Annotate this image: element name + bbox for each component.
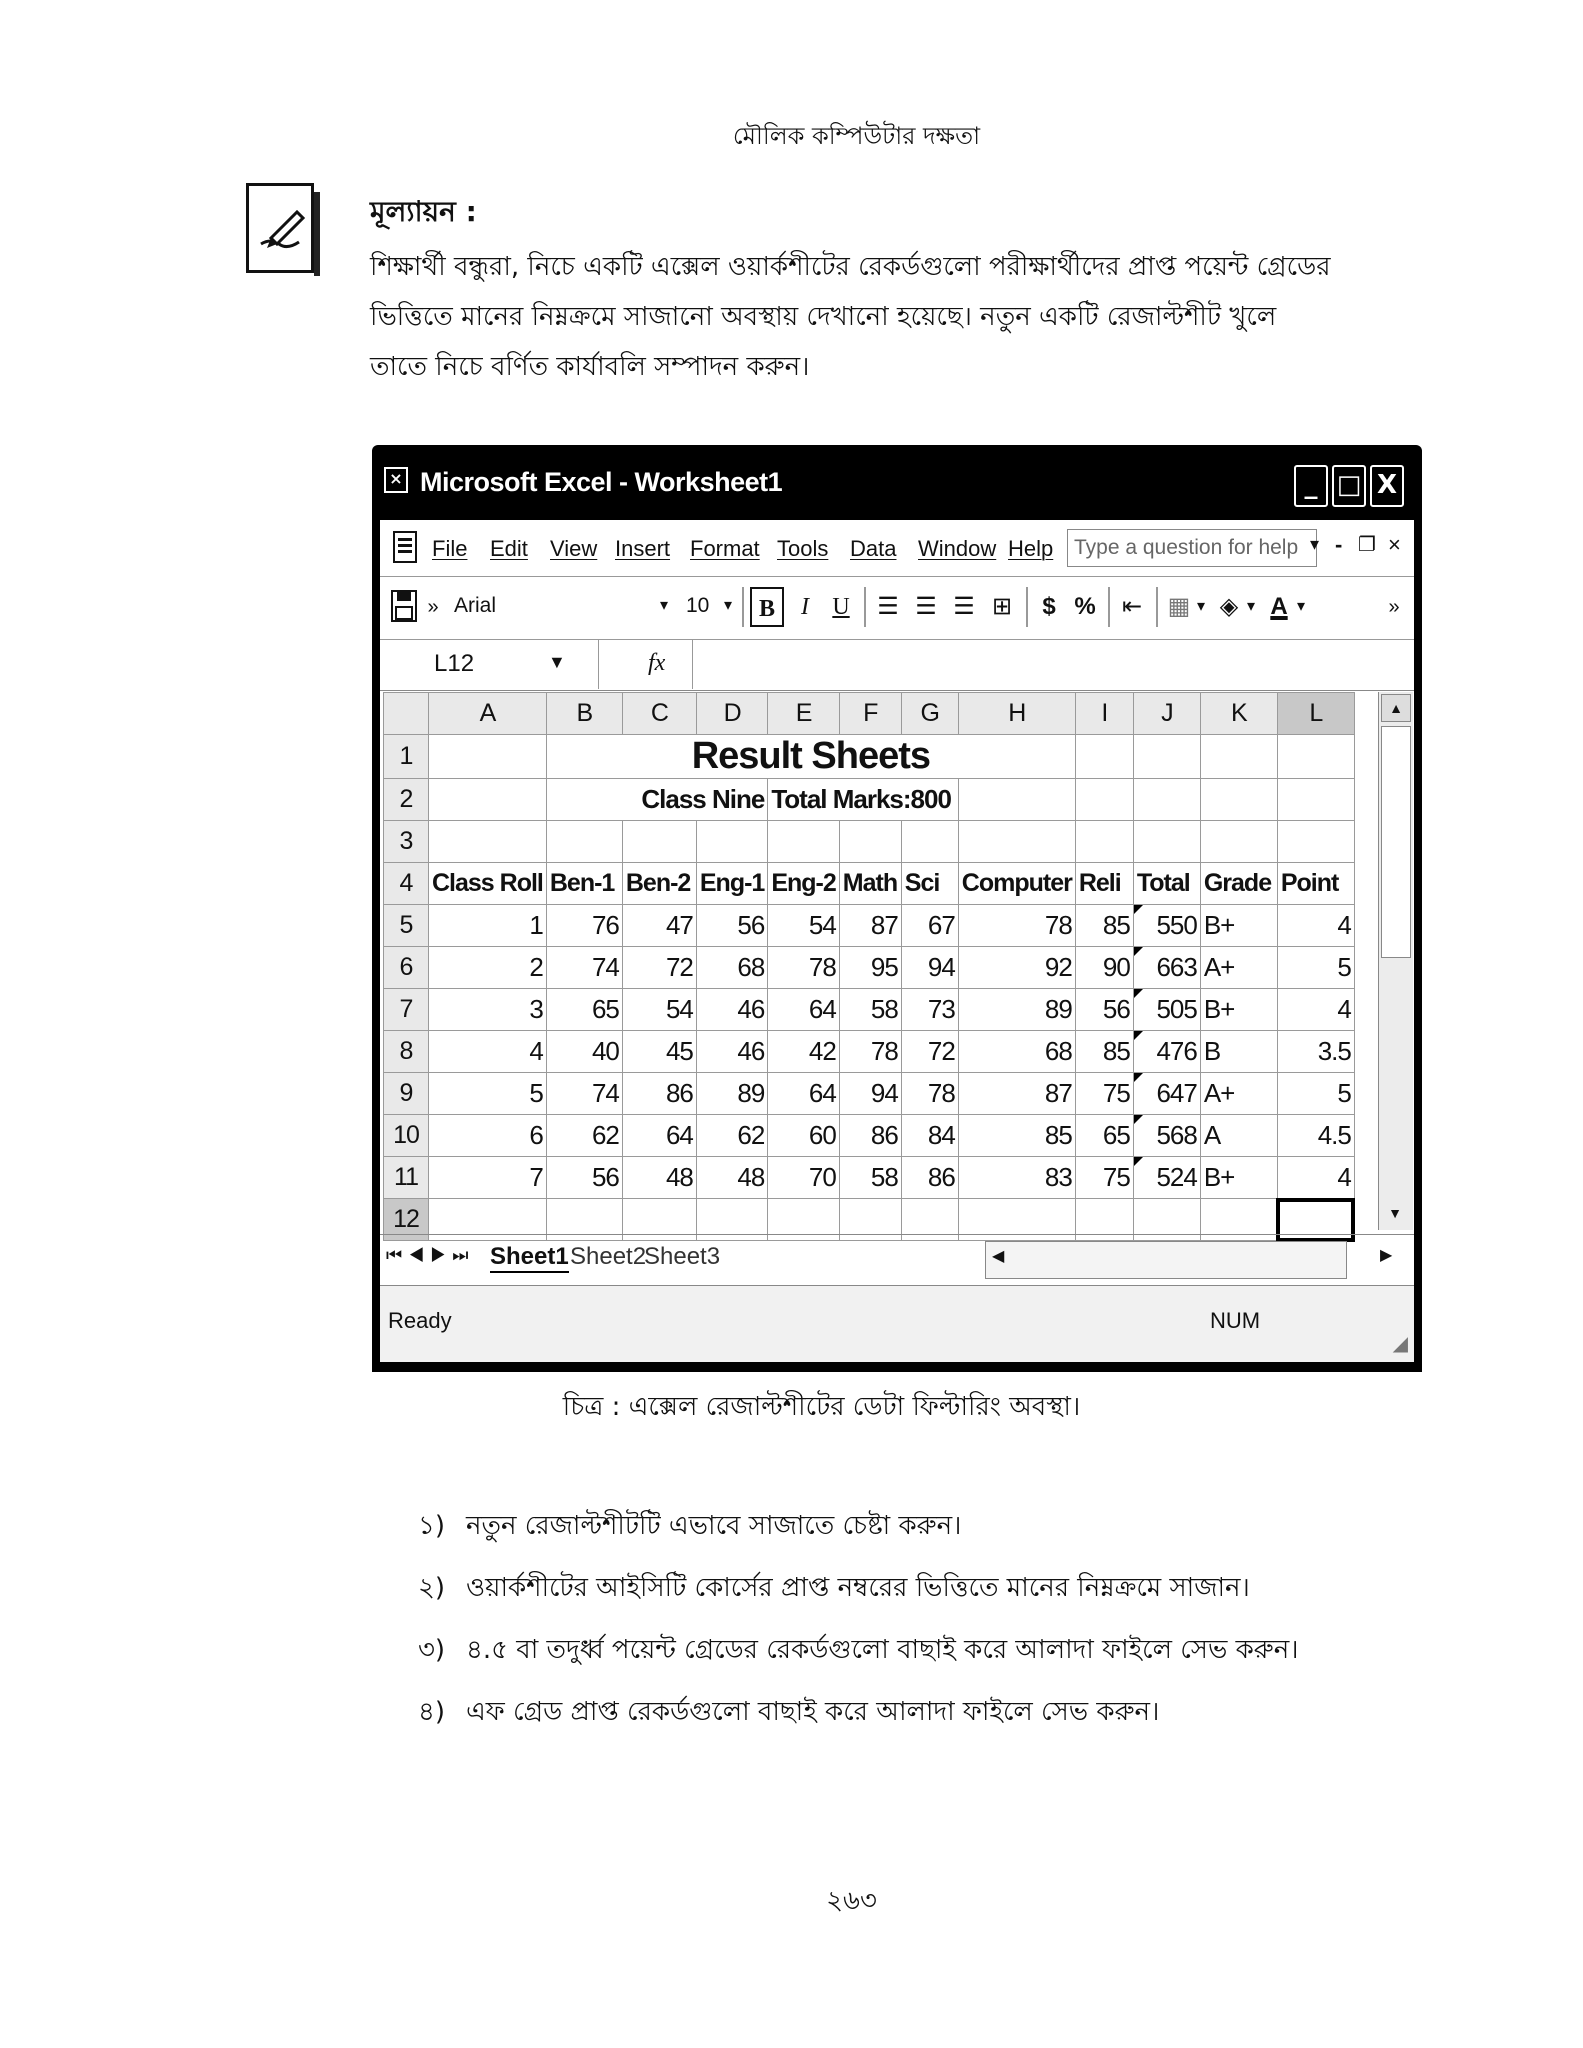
worksheet-grid	[383, 692, 1355, 1241]
page-number: ২৬৩	[826, 1886, 877, 1916]
cell[interactable]: 42	[768, 1031, 839, 1073]
cell[interactable]	[696, 821, 767, 863]
cell[interactable]	[1200, 821, 1277, 863]
tab-scroll-icons[interactable]: ⏮◀▶⏭	[386, 1245, 475, 1265]
cell[interactable]: 58	[839, 989, 901, 1031]
cell[interactable]: 95	[839, 947, 901, 989]
align-right-icon[interactable]: ☰	[953, 593, 975, 620]
cell[interactable]	[768, 821, 839, 863]
cell[interactable]: 56	[1075, 989, 1133, 1031]
cell[interactable]: 476	[1133, 1031, 1200, 1073]
menu-window[interactable]: Window	[918, 536, 997, 561]
fill-dropdown-icon[interactable]: ▾	[1246, 598, 1256, 615]
cell[interactable]: 5	[1277, 1073, 1354, 1115]
intro-line: তাতে নিচে বর্ণিত কার্যাবলি সম্পাদন করুন।	[370, 352, 810, 382]
cell[interactable]: 3.5	[1277, 1031, 1354, 1073]
row-header[interactable]: 4	[384, 863, 429, 905]
task-text: নতুন রেজাল্টশীটটি এভাবে সাজাতে চেষ্টা করুন।	[466, 1511, 962, 1541]
table-row	[384, 1073, 1355, 1115]
cell[interactable]	[1200, 735, 1277, 779]
cell[interactable]: 75	[1075, 1073, 1133, 1115]
row-header[interactable]: 11	[384, 1157, 429, 1199]
horizontal-scrollbar[interactable]	[985, 1241, 1347, 1279]
cell[interactable]: 4.5	[1277, 1115, 1354, 1157]
cell[interactable]	[429, 735, 547, 779]
header-cell[interactable]: Eng-2	[768, 863, 839, 905]
select-all-corner[interactable]	[384, 693, 429, 735]
row-header[interactable]: 6	[384, 947, 429, 989]
running-header: মৌলিক কম্পিউটার দক্ষতা	[732, 122, 981, 150]
column-header[interactable]: G	[901, 693, 958, 735]
cell[interactable]: 56	[696, 905, 767, 947]
underline-button[interactable]: U	[832, 594, 850, 620]
toolbar-separator	[864, 587, 866, 627]
class-label-cell[interactable]: Class Nine	[546, 779, 767, 821]
fill-color-icon[interactable]: ◈	[1219, 593, 1239, 620]
cell[interactable]: 4	[1277, 1157, 1354, 1199]
evaluation-intro	[370, 242, 1390, 392]
intro-line: শিক্ষার্থী বন্ধুরা, নিচে একটি এক্সেল ওয়ার্কশীটের রেকর্ডগুলো পরীক্ষার্থীদের প্রাপ্ত পয়েন্ট গ্রেডের	[370, 252, 1331, 282]
excel-icon: ×	[384, 467, 408, 493]
cell[interactable]	[429, 779, 547, 821]
cell[interactable]: 48	[622, 1157, 696, 1199]
task-number: ৩)	[418, 1635, 446, 1665]
cell[interactable]: A+	[1200, 947, 1277, 989]
figure-caption: চিত্র : এক্সেল রেজাল্টশীটের ডেটা ফিল্টারিং অবস্থা।	[562, 1392, 1081, 1422]
table-row	[384, 989, 1355, 1031]
vertical-scrollbar[interactable]	[1378, 692, 1413, 1230]
cell[interactable]: A+	[1200, 1073, 1277, 1115]
formula-bar	[380, 640, 1414, 691]
header-cell[interactable]: Grade	[1200, 863, 1277, 905]
cell[interactable]: B+	[1200, 989, 1277, 1031]
menu-help[interactable]: Help	[1008, 536, 1054, 561]
header-cell[interactable]: Ben-2	[622, 863, 696, 905]
cell[interactable]	[901, 821, 958, 863]
table-row	[384, 1115, 1355, 1157]
cell[interactable]: 75	[1075, 1157, 1133, 1199]
column-header-selected[interactable]: L	[1277, 693, 1354, 735]
task-number: ৪)	[418, 1697, 446, 1727]
formatting-toolbar	[380, 577, 1414, 640]
header-cell[interactable]: Computer	[958, 863, 1075, 905]
align-center-icon[interactable]: ☰	[915, 593, 937, 620]
cell[interactable]	[1075, 735, 1133, 779]
font-color-dropdown-icon[interactable]: ▾	[1296, 598, 1306, 615]
currency-button[interactable]: $	[1042, 593, 1056, 620]
header-cell[interactable]: Sci	[901, 863, 958, 905]
table-row	[384, 947, 1355, 989]
cell[interactable]: 48	[696, 1157, 767, 1199]
name-box-value: L12	[434, 650, 475, 677]
cell[interactable]: 64	[768, 989, 839, 1031]
help-dropdown-icon[interactable]: ▾	[1310, 534, 1320, 554]
cell[interactable]: 60	[768, 1115, 839, 1157]
column-header[interactable]: J	[1133, 693, 1200, 735]
cell[interactable]	[1277, 735, 1354, 779]
cell[interactable]: 74	[546, 1073, 622, 1115]
scroll-up-icon[interactable]: ▲	[1381, 694, 1411, 722]
total-marks-cell[interactable]: Total Marks:800	[768, 779, 958, 821]
row-header[interactable]: 1	[384, 735, 429, 779]
cell[interactable]: 54	[622, 989, 696, 1031]
menu-view[interactable]: View	[550, 536, 598, 561]
evaluation-title: মূল্যায়ন :	[370, 195, 477, 228]
column-header[interactable]: K	[1200, 693, 1277, 735]
align-left-icon[interactable]: ☰	[877, 593, 899, 620]
scroll-right-icon[interactable]: ▶	[1380, 1247, 1393, 1264]
header-cell[interactable]: Reli	[1075, 863, 1133, 905]
column-header[interactable]: E	[768, 693, 839, 735]
scroll-down-icon[interactable]: ▼	[1388, 1205, 1402, 1221]
row-header[interactable]: 2	[384, 779, 429, 821]
insert-function-button[interactable]: fx	[648, 650, 666, 676]
toolbar-separator	[1108, 587, 1110, 627]
font-size-combo[interactable]	[680, 588, 736, 626]
cell[interactable]	[622, 821, 696, 863]
menu-insert[interactable]: Insert	[615, 536, 671, 561]
doc-restore-icon[interactable]: ❐	[1358, 534, 1376, 556]
status-bar	[380, 1286, 1414, 1362]
cell[interactable]: 78	[901, 1073, 958, 1115]
cell[interactable]	[546, 821, 622, 863]
menu-format[interactable]: Format	[690, 536, 760, 561]
list-item	[418, 1619, 1299, 1681]
cell[interactable]: 62	[696, 1115, 767, 1157]
table-row	[384, 905, 1355, 947]
column-header[interactable]: A	[429, 693, 547, 735]
close-button[interactable]: X	[1370, 465, 1404, 507]
list-item	[418, 1495, 1299, 1557]
cell[interactable]: 663	[1133, 947, 1200, 989]
font-name-value: Arial	[454, 594, 497, 617]
decrease-indent-icon[interactable]: ⇤	[1121, 593, 1143, 620]
cell[interactable]: 5	[1277, 947, 1354, 989]
cell[interactable]: A	[1200, 1115, 1277, 1157]
cell[interactable]: 54	[768, 905, 839, 947]
borders-dropdown-icon[interactable]: ▾	[1196, 598, 1206, 615]
table-row	[384, 735, 1355, 779]
cell[interactable]: 74	[546, 947, 622, 989]
cell[interactable]: 4	[1277, 905, 1354, 947]
cell[interactable]	[1075, 779, 1133, 821]
cell[interactable]: 72	[901, 1031, 958, 1073]
name-box[interactable]	[380, 640, 599, 689]
column-header[interactable]: F	[839, 693, 901, 735]
merge-center-icon[interactable]: ⊞	[991, 593, 1013, 620]
row-header[interactable]: 9	[384, 1073, 429, 1115]
cell[interactable]: 64	[768, 1073, 839, 1115]
header-cell[interactable]: Total	[1133, 863, 1200, 905]
header-cell[interactable]: Class Roll	[429, 863, 547, 905]
task-text: ৪.৫ বা তদুর্ধ্ব পয়েন্ট গ্রেডের রেকর্ডগুলো বাছাই করে আলাদা ফাইলে সেভ করুন।	[466, 1635, 1299, 1665]
table-row	[384, 1157, 1355, 1199]
cell[interactable]: 86	[901, 1157, 958, 1199]
cell[interactable]	[958, 821, 1075, 863]
cell[interactable]	[1277, 779, 1354, 821]
cell[interactable]	[1200, 779, 1277, 821]
cell[interactable]: B	[1200, 1031, 1277, 1073]
tab-sheet3[interactable]: Sheet3	[644, 1243, 721, 1270]
task-text: এফ গ্রেড প্রাপ্ত রেকর্ডগুলো বাছাই করে আলাদা ফাইলে সেভ করুন।	[466, 1697, 1160, 1727]
cell[interactable]: 58	[839, 1157, 901, 1199]
cell[interactable]: 90	[1075, 947, 1133, 989]
cell[interactable]: 72	[622, 947, 696, 989]
italic-button[interactable]: I	[801, 594, 809, 620]
cell[interactable]: 78	[768, 947, 839, 989]
cell[interactable]: 46	[696, 989, 767, 1031]
task-number: ২)	[418, 1573, 446, 1603]
toolbar-options-icon[interactable]: »	[1388, 596, 1400, 618]
cell[interactable]: 68	[696, 947, 767, 989]
window-title: Microsoft Excel - Worksheet1	[420, 467, 783, 497]
menu-tools[interactable]: Tools	[777, 536, 829, 561]
header-cell[interactable]: Math	[839, 863, 901, 905]
cell[interactable]	[839, 821, 901, 863]
cell[interactable]: 83	[958, 1157, 1075, 1199]
help-search-input[interactable]: Type a question for help	[1067, 529, 1317, 567]
cell[interactable]: 4	[429, 1031, 547, 1073]
menu-data[interactable]: Data	[850, 536, 897, 561]
cell[interactable]: 86	[622, 1073, 696, 1115]
formula-input[interactable]	[692, 640, 1414, 689]
header-cell[interactable]: Ben-1	[546, 863, 622, 905]
workbook-icon[interactable]	[388, 528, 420, 568]
menu-file[interactable]: File	[432, 536, 468, 561]
scroll-thumb[interactable]	[1381, 726, 1411, 958]
cell[interactable]: 85	[1075, 905, 1133, 947]
cell[interactable]	[1075, 821, 1133, 863]
sheet-tab-bar	[380, 1234, 1414, 1286]
intro-line: ভিত্তিতে মানের নিম্নক্রমে সাজানো অবস্থায় দেখানো হয়েছে। নতুন একটি রেজাল্টশীট খুলে	[370, 302, 1277, 332]
title-bar	[372, 445, 1422, 520]
maximize-button[interactable]: □	[1332, 465, 1366, 507]
cell[interactable]: 4	[1277, 989, 1354, 1031]
header-cell[interactable]: Eng-1	[696, 863, 767, 905]
cell[interactable]	[1133, 821, 1200, 863]
task-number: ১)	[418, 1511, 446, 1541]
menu-bar	[380, 520, 1414, 577]
cell[interactable]: B+	[1200, 1157, 1277, 1199]
cell[interactable]: 550	[1133, 905, 1200, 947]
cell[interactable]: 89	[958, 989, 1075, 1031]
percent-button[interactable]: %	[1074, 593, 1096, 620]
cell[interactable]: 84	[901, 1115, 958, 1157]
name-box-dropdown-icon[interactable]: ▼	[548, 652, 566, 672]
cell[interactable]: 505	[1133, 989, 1200, 1031]
cell[interactable]: 78	[958, 905, 1075, 947]
table-row	[384, 1031, 1355, 1073]
header-cell[interactable]: Point	[1277, 863, 1354, 905]
cell[interactable]: 89	[696, 1073, 767, 1115]
column-header[interactable]: B	[546, 693, 622, 735]
cell[interactable]: 70	[768, 1157, 839, 1199]
excel-client-area	[380, 520, 1414, 1362]
scroll-left-icon[interactable]: ◀	[992, 1248, 1005, 1265]
tab-sheet2[interactable]: Sheet2	[570, 1243, 647, 1270]
resize-grip-icon[interactable]: ◢	[1392, 1333, 1408, 1355]
doc-minimize-icon[interactable]: -	[1335, 532, 1343, 557]
cell[interactable]: 6	[429, 1115, 547, 1157]
cell[interactable]: 67	[901, 905, 958, 947]
toolbar-separator	[742, 587, 744, 627]
cell[interactable]: 2	[429, 947, 547, 989]
font-size-value: 10	[686, 594, 710, 617]
size-dropdown-icon[interactable]: ▾	[723, 597, 732, 614]
cell[interactable]: 56	[546, 1157, 622, 1199]
sheet-title-cell[interactable]: Result Sheets	[546, 735, 1075, 779]
column-header[interactable]: D	[696, 693, 767, 735]
table-row	[384, 779, 1355, 821]
cell[interactable]: 62	[546, 1115, 622, 1157]
excel-window	[372, 445, 1422, 1372]
minimize-button[interactable]: _	[1294, 465, 1328, 507]
cell[interactable]: 7	[429, 1157, 547, 1199]
cell[interactable]: 85	[1075, 1031, 1133, 1073]
menu-edit[interactable]: Edit	[490, 536, 528, 561]
cell[interactable]: 78	[839, 1031, 901, 1073]
task-list	[418, 1495, 1299, 1743]
more-buttons-icon[interactable]: »	[427, 596, 439, 618]
status-ready: Ready	[388, 1308, 452, 1333]
list-item	[418, 1557, 1299, 1619]
cell[interactable]: 40	[546, 1031, 622, 1073]
column-header[interactable]: H	[958, 693, 1075, 735]
font-color-icon[interactable]: A	[1270, 593, 1288, 620]
cell[interactable]: 76	[546, 905, 622, 947]
row-header-selected[interactable]: 12	[384, 1199, 429, 1241]
row-header[interactable]: 10	[384, 1115, 429, 1157]
cell[interactable]: 73	[901, 989, 958, 1031]
cell[interactable]: 87	[839, 905, 901, 947]
cell[interactable]: 86	[839, 1115, 901, 1157]
tab-sheet1[interactable]: Sheet1	[490, 1243, 569, 1273]
cell[interactable]: 647	[1133, 1073, 1200, 1115]
cell[interactable]: 68	[958, 1031, 1075, 1073]
cell[interactable]	[1133, 735, 1200, 779]
cell[interactable]: 524	[1133, 1157, 1200, 1199]
row-header[interactable]: 3	[384, 821, 429, 863]
cell[interactable]	[1133, 779, 1200, 821]
cell[interactable]: 5	[429, 1073, 547, 1115]
cell[interactable]: 87	[958, 1073, 1075, 1115]
row-header[interactable]: 8	[384, 1031, 429, 1073]
cell[interactable]: 85	[958, 1115, 1075, 1157]
task-text: ওয়ার্কশীটের আইসিটি কোর্সের প্রাপ্ত নম্বরের ভিত্তিতে মানের নিম্নক্রমে সাজান।	[466, 1573, 1250, 1603]
pencil-writing-icon	[246, 183, 314, 273]
cell[interactable]: 45	[622, 1031, 696, 1073]
row-header[interactable]: 7	[384, 989, 429, 1031]
cell[interactable]: 65	[1075, 1115, 1133, 1157]
cell[interactable]: B+	[1200, 905, 1277, 947]
bold-button[interactable]: B	[750, 587, 784, 627]
cell[interactable]: 3	[429, 989, 547, 1031]
doc-close-icon[interactable]: ×	[1388, 532, 1401, 557]
cell[interactable]	[958, 779, 1075, 821]
cell[interactable]: 65	[546, 989, 622, 1031]
cell[interactable]: 46	[696, 1031, 767, 1073]
list-item	[418, 1681, 1299, 1743]
row-header[interactable]: 5	[384, 905, 429, 947]
cell[interactable]: 94	[839, 1073, 901, 1115]
table-row	[384, 821, 1355, 863]
font-name-combo[interactable]	[448, 588, 674, 626]
cell[interactable]	[429, 821, 547, 863]
status-num: NUM	[1210, 1308, 1261, 1333]
cell[interactable]: 568	[1133, 1115, 1200, 1157]
cell[interactable]	[1277, 821, 1354, 863]
column-header[interactable]: C	[622, 693, 696, 735]
column-header[interactable]: I	[1075, 693, 1133, 735]
font-dropdown-icon[interactable]: ▾	[659, 597, 668, 614]
cell[interactable]: 1	[429, 905, 547, 947]
table-header-row	[384, 863, 1355, 905]
borders-icon[interactable]: ▦	[1167, 593, 1191, 620]
toolbar-separator	[1156, 587, 1158, 627]
save-icon[interactable]	[390, 589, 418, 623]
cell[interactable]: 94	[901, 947, 958, 989]
toolbar-separator	[1026, 587, 1028, 627]
cell[interactable]: 92	[958, 947, 1075, 989]
cell[interactable]: 64	[622, 1115, 696, 1157]
cell[interactable]: 47	[622, 905, 696, 947]
